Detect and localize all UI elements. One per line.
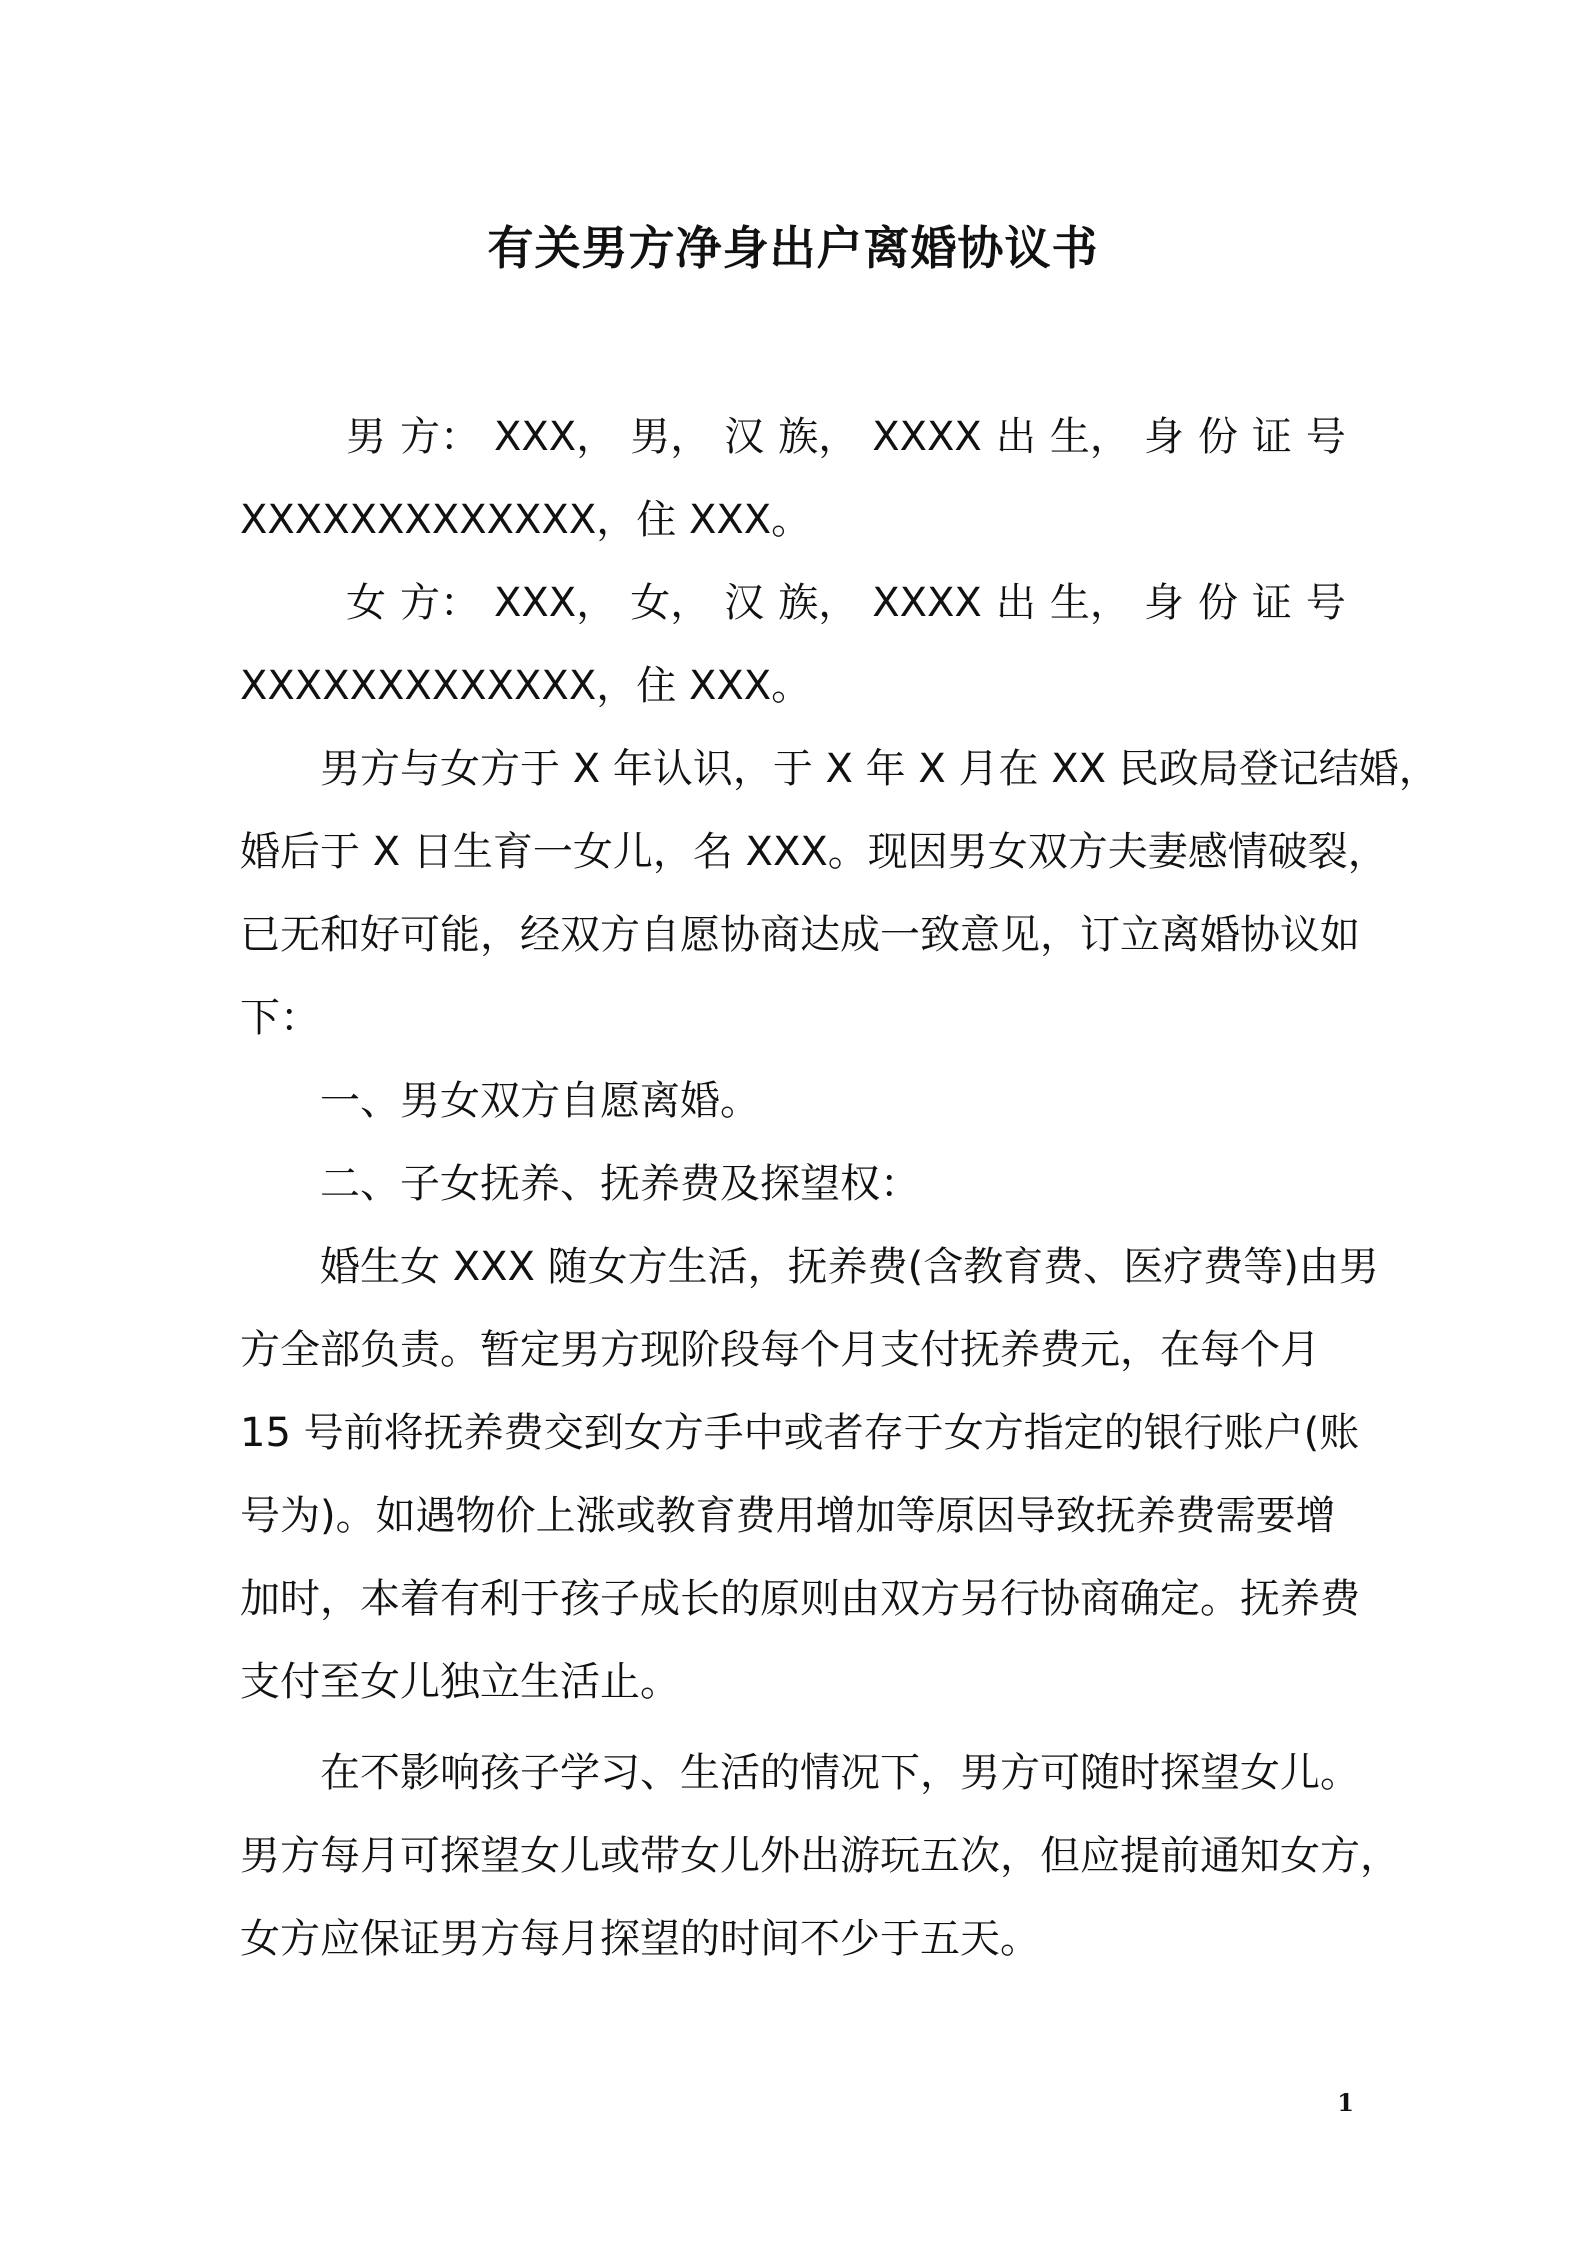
- page-number: 1: [1337, 2088, 1354, 2117]
- visitation-line: 男方每月可探望女儿或带女儿外出游玩五次，但应提前通知女方，: [240, 1833, 1400, 1879]
- female-party-token: 出: [995, 580, 1036, 626]
- male-party-line-1: [346, 396, 1346, 479]
- female-party-token: 女: [346, 580, 386, 626]
- visitation-line: 在不影响孩子学习、生活的情况下，男方可随时探望女儿。: [320, 1750, 1360, 1796]
- male-party-token: 生，: [1049, 414, 1130, 460]
- male-party-token: 身: [1143, 414, 1184, 460]
- clause-2-line: 15 号前将抚养费交到女方手中或者存于女方指定的银行账户(账: [240, 1410, 1360, 1456]
- clause-2-heading: 二、子女抚养、抚养费及探望权：: [320, 1161, 920, 1207]
- intro-line: 已无和好可能，经双方自愿协商达成一致意见，订立离婚协议如: [240, 912, 1360, 958]
- female-party-token: 证: [1251, 580, 1292, 626]
- female-party-token: 女，: [630, 580, 711, 626]
- male-party-token: 号: [1305, 414, 1346, 460]
- female-party-token: 方：: [400, 580, 480, 626]
- female-party-token: 汉: [724, 580, 765, 626]
- clause-2-line: 加时，本着有利于孩子成长的原则由双方另行协商确定。抚养费: [240, 1576, 1360, 1622]
- male-party-token: 证: [1251, 414, 1292, 460]
- male-party-token: 汉: [724, 414, 765, 460]
- document-body: [240, 0, 1439, 2244]
- intro-line: 下：: [240, 995, 320, 1041]
- female-party-token: XXXX: [872, 580, 982, 626]
- male-party-token: 出: [995, 414, 1036, 460]
- intro-line: 婚后于 X 日生育一女儿，名 XXX。现因男女双方夫妻感情破裂，: [240, 829, 1388, 875]
- female-party-token: 族，: [778, 580, 859, 626]
- female-party-token: 生，: [1049, 580, 1130, 626]
- male-party-token: 男: [346, 414, 386, 460]
- female-party-line-1: [346, 562, 1346, 645]
- clause-2-line: 婚生女 XXX 随女方生活，抚养费(含教育费、医疗费等)由男: [320, 1244, 1379, 1290]
- clause-2-line: 支付至女儿独立生活止。: [240, 1659, 680, 1705]
- male-party-token: 男，: [630, 414, 711, 460]
- female-party-token: XXX，: [494, 580, 617, 626]
- male-party-token: 份: [1197, 414, 1238, 460]
- intro-line: 男方与女方于 X 年认识，于 X 年 X 月在 XX 民政局登记结婚，: [320, 746, 1439, 792]
- clause-2-line: 号为)。如遇物价上涨或教育费用增加等原因导致抚养费需要增: [240, 1493, 1336, 1539]
- male-party-token: XXX，: [494, 414, 617, 460]
- document-title: 有关男方净身出户离婚协议书: [487, 221, 1099, 275]
- clause-2-line: 方全部负责。暂定男方现阶段每个月支付抚养费元，在每个月: [240, 1327, 1320, 1373]
- clause-1: 一、男女双方自愿离婚。: [320, 1078, 760, 1124]
- male-party-token: 族，: [778, 414, 859, 460]
- male-party-token: XXXX: [872, 414, 982, 460]
- female-party-line-2: XXXXXXXXXXXXX，住 XXX。: [240, 663, 812, 709]
- male-party-line-2: XXXXXXXXXXXXX，住 XXX。: [240, 497, 812, 543]
- female-party-token: 份: [1197, 580, 1238, 626]
- female-party-token: 号: [1305, 580, 1346, 626]
- male-party-token: 方：: [400, 414, 480, 460]
- female-party-token: 身: [1143, 580, 1184, 626]
- visitation-line: 女方应保证男方每月探望的时间不少于五天。: [240, 1916, 1040, 1962]
